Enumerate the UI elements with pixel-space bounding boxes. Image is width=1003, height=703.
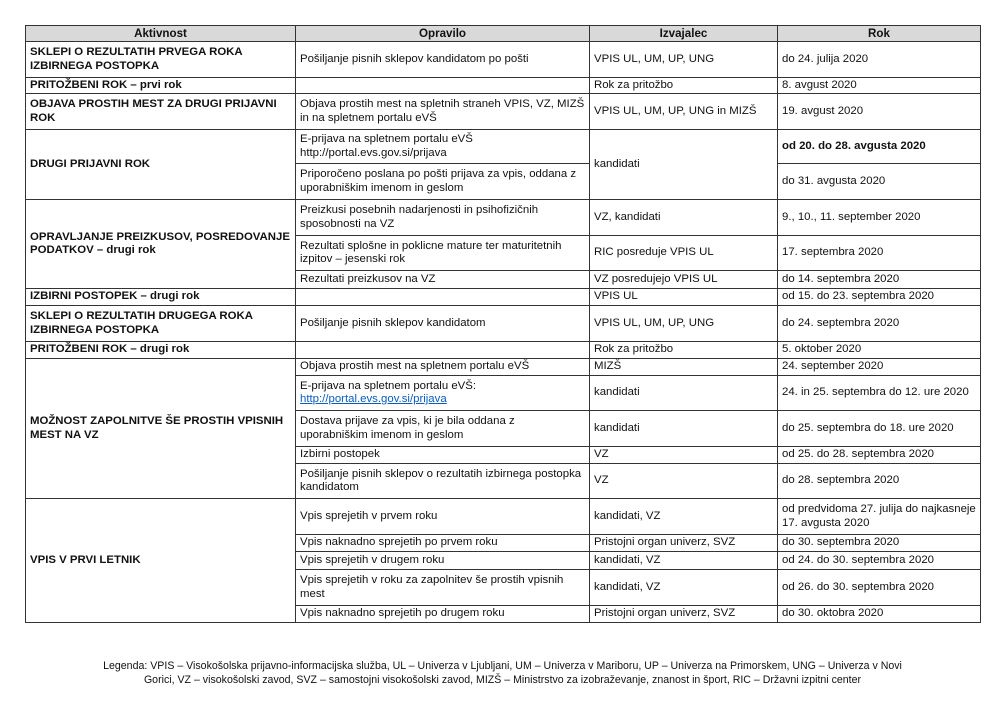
activity-cell: OPRAVLJANJE PREIZKUSOV, POSREDOVANJE PODATKOV – drugi rok	[26, 200, 296, 289]
activity-cell: VPIS V PRVI LETNIK	[26, 499, 296, 623]
portal-link[interactable]: http://portal.evs.gov.si/prijava	[300, 393, 447, 405]
performer-cell: VPIS UL	[590, 289, 778, 306]
performer-cell: VZ	[590, 447, 778, 464]
schedule-table	[25, 25, 981, 623]
deadline-cell: od predvidoma 27. julija do najkasneje 17. avgusta 2020	[778, 499, 981, 535]
performer-cell: VPIS UL, UM, UP, UNG in MIZŠ	[590, 94, 778, 130]
deadline-cell: do 30. oktobra 2020	[778, 606, 981, 623]
task-cell	[296, 130, 590, 164]
task-cell: Vpis naknadno sprejetih po drugem roku	[296, 606, 590, 623]
deadline-cell: do 30. septembra 2020	[778, 535, 981, 552]
task-cell: Vpis sprejetih v roku za zapolnitev še prostih vpisnih mest	[296, 570, 590, 606]
table-row	[26, 306, 981, 342]
deadline-cell: do 24. julija 2020	[778, 42, 981, 78]
table-row	[26, 42, 981, 78]
task-cell: Vpis sprejetih v drugem roku	[296, 552, 590, 570]
table-row	[26, 499, 981, 535]
performer-cell: kandidati	[590, 376, 778, 411]
task-cell: Dostava prijave za vpis, ki je bila oddana z uporabniškim imenom in geslom	[296, 411, 590, 447]
deadline-cell: do 24. septembra 2020	[778, 306, 981, 342]
deadline-cell: 24. september 2020	[778, 359, 981, 376]
task-cell: Izbirni postopek	[296, 447, 590, 464]
table-row	[26, 342, 981, 359]
activity-cell: SKLEPI O REZULTATIH PRVEGA ROKA IZBIRNEGA POSTOPKA	[26, 42, 296, 78]
activity-cell: MOŽNOST ZAPOLNITVE ŠE PROSTIH VPISNIH MEST NA VZ	[26, 359, 296, 499]
header-izvajalec: Izvajalec	[590, 26, 778, 42]
task-cell: Objava prostih mest na spletnem portalu eVŠ	[296, 359, 590, 376]
task-cell: Pošiljanje pisnih sklepov kandidatom	[296, 306, 590, 342]
header-aktivnost: Aktivnost	[26, 26, 296, 42]
table-row	[26, 359, 981, 376]
deadline-cell: do 14. septembra 2020	[778, 271, 981, 289]
legend	[25, 659, 980, 687]
performer-cell: Pristojni organ univerz, SVZ	[590, 606, 778, 623]
task-text: E-prijava na spletnem portalu eVŠ:	[300, 379, 477, 392]
performer-cell: Pristojni organ univerz, SVZ	[590, 535, 778, 552]
task-cell	[296, 289, 590, 306]
header-rok: Rok	[778, 26, 981, 42]
performer-cell: Rok za pritožbo	[590, 78, 778, 94]
task-cell: Rezultati preizkusov na VZ	[296, 271, 590, 289]
task-cell: Pošiljanje pisnih sklepov kandidatom po pošti	[296, 42, 590, 78]
task-cell: Priporočeno poslana po pošti prijava za vpis, oddana z uporabniškim imenom in geslom	[296, 164, 590, 200]
deadline-cell: 9., 10., 11. september 2020	[778, 200, 981, 236]
performer-cell: kandidati, VZ	[590, 570, 778, 606]
performer-cell: VZ, kandidati	[590, 200, 778, 236]
activity-cell: IZBIRNI POSTOPEK – drugi rok	[26, 289, 296, 306]
activity-cell: PRITOŽBENI ROK – drugi rok	[26, 342, 296, 359]
task-cell: Objava prostih mest na spletnih straneh VPIS, VZ, MIZŠ in na spletnem portalu eVŠ	[296, 94, 590, 130]
table-row	[26, 130, 981, 164]
deadline-cell: od 25. do 28. septembra 2020	[778, 447, 981, 464]
activity-cell: SKLEPI O REZULTATIH DRUGEGA ROKA IZBIRNEGA POSTOPKA	[26, 306, 296, 342]
activity-cell: PRITOŽBENI ROK – prvi rok	[26, 78, 296, 94]
deadline-cell: 24. in 25. septembra do 12. ure 2020	[778, 376, 981, 411]
task-text: E-prijava na spletnem portalu eVŠ	[300, 133, 473, 145]
performer-cell: Rok za pritožbo	[590, 342, 778, 359]
performer-cell: VPIS UL, UM, UP, UNG	[590, 306, 778, 342]
task-cell	[296, 78, 590, 94]
table-row	[26, 289, 981, 306]
performer-cell: kandidati	[590, 130, 778, 200]
task-cell	[296, 342, 590, 359]
portal-url-text: http://portal.evs.gov.si/prijava	[300, 146, 447, 159]
performer-cell: VPIS UL, UM, UP, UNG	[590, 42, 778, 78]
activity-cell: DRUGI PRIJAVNI ROK	[26, 130, 296, 200]
legend-line: Legenda: VPIS – Visokošolska prijavno-informacijska služba, UL – Univerza v Ljubljani, UM – Univerza v Mariboru, UP – Univerza na Primorskem, UNG – Univerza v Novi	[103, 660, 902, 672]
table-row	[26, 200, 981, 236]
deadline-cell: od 24. do 30. septembra 2020	[778, 552, 981, 570]
deadline-cell: od 26. do 30. septembra 2020	[778, 570, 981, 606]
deadline-cell: do 25. septembra do 18. ure 2020	[778, 411, 981, 447]
deadline-cell: do 31. avgusta 2020	[778, 164, 981, 200]
legend-line: Gorici, VZ – visokošolski zavod, SVZ – samostojni visokošolski zavod, MIZŠ – Ministrstvo za izobraževanje, znanost in šport, RIC – Državni izpitni center	[143, 674, 862, 686]
header-row	[26, 26, 981, 42]
task-cell: Rezultati splošne in poklicne mature ter maturitetnih izpitov – jesenski rok	[296, 236, 590, 271]
performer-cell: VZ posredujejo VPIS UL	[590, 271, 778, 289]
header-opravilo: Opravilo	[296, 26, 590, 42]
task-cell: Pošiljanje pisnih sklepov o rezultatih izbirnega postopka kandidatom	[296, 464, 590, 499]
deadline-cell: od 20. do 28. avgusta 2020	[778, 130, 981, 164]
activity-cell: OBJAVA PROSTIH MEST ZA DRUGI PRIJAVNI ROK	[26, 94, 296, 130]
deadline-cell: 8. avgust 2020	[778, 78, 981, 94]
performer-cell: MIZŠ	[590, 359, 778, 376]
deadline-cell: 19. avgust 2020	[778, 94, 981, 130]
task-cell: Vpis naknadno sprejetih po prvem roku	[296, 535, 590, 552]
table-row	[26, 78, 981, 94]
table-row	[26, 94, 981, 130]
deadline-cell: 5. oktober 2020	[778, 342, 981, 359]
task-cell: Preizkusi posebnih nadarjenosti in psihofizičnih sposobnosti na VZ	[296, 200, 590, 236]
performer-cell: kandidati	[590, 411, 778, 447]
performer-cell: VZ	[590, 464, 778, 499]
performer-cell: kandidati, VZ	[590, 552, 778, 570]
performer-cell: kandidati, VZ	[590, 499, 778, 535]
task-cell	[296, 376, 590, 411]
performer-cell: RIC posreduje VPIS UL	[590, 236, 778, 271]
task-cell: Vpis sprejetih v prvem roku	[296, 499, 590, 535]
deadline-cell: 17. septembra 2020	[778, 236, 981, 271]
deadline-cell: do 28. septembra 2020	[778, 464, 981, 499]
deadline-cell: od 15. do 23. septembra 2020	[778, 289, 981, 306]
